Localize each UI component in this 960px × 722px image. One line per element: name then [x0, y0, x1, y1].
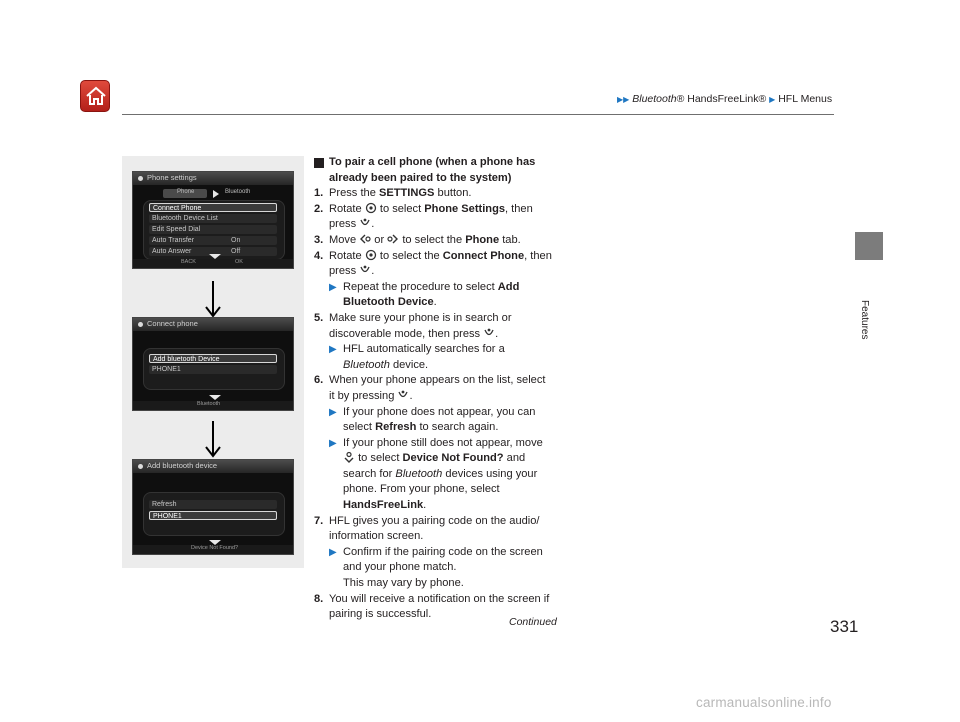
section-heading: To pair a cell phone (when a phone has already been paired to the system): [314, 155, 554, 186]
note-arrow-icon: ▶: [329, 437, 337, 449]
page-number: 331: [830, 617, 859, 636]
menu-item-auto-answer: Auto Answer Off: [149, 247, 277, 256]
instructions: [314, 155, 554, 623]
interface-dial-icon: [365, 202, 377, 214]
step-5: 5. Make sure your phone is in search or discoverable mode, then press .: [314, 311, 512, 340]
add-device-screen: Add bluetooth device Refresh PHONE1 Device Not Found?: [132, 459, 294, 555]
menu-dot-icon: [138, 464, 143, 469]
header-rule: [122, 114, 834, 115]
menu-dot-icon: [138, 176, 143, 181]
step-7: 7. HFL gives you a pairing code on the audio/ information screen.: [314, 514, 540, 543]
scroll-down-icon: [209, 395, 221, 400]
step-4: 4. Rotate to select the Connect Phone, then press .: [314, 249, 552, 278]
step-7-note: ▶ Confirm if the pairing code on the screen and your phone match. This may vary by phone.: [329, 545, 543, 590]
note-arrow-icon: ▶: [329, 281, 337, 293]
note-arrow-icon: ▶: [329, 546, 337, 558]
enter-icon: [359, 217, 371, 229]
interface-dial-icon: [365, 249, 377, 261]
step-4-note: ▶ Repeat the procedure to select Add Bluetooth Device.: [329, 280, 520, 309]
step-1: 1. Press the SETTINGS button.: [314, 187, 472, 200]
menu-item-speed-dial: Edit Speed Dial: [149, 225, 277, 234]
menu-item-device-list: Bluetooth Device List: [149, 214, 277, 223]
enter-icon: [359, 264, 371, 276]
menu-item-phone1: PHONE1: [149, 511, 277, 520]
step-6: 6. When your phone appears on the list, select it by pressing .: [314, 374, 546, 402]
move-left-icon: [359, 233, 371, 245]
menu-item-refresh: Refresh: [149, 500, 277, 509]
section-label: Features: [859, 300, 870, 340]
watermark: carmanualsonline.info: [696, 695, 832, 710]
section-tab-marker: [855, 232, 883, 260]
step-6-note-2: ▶ If your phone still does not appear, move to select Device Not Found? and search for Bluetooth devices using your phone. From your phone, select HandsFreeLink.: [329, 436, 543, 512]
step-6-note-1: ▶ If your phone does not appear, you can select Refresh to search again.: [329, 405, 536, 434]
menu-dot-icon: [138, 322, 143, 327]
note-arrow-icon: ▶: [329, 406, 337, 418]
home-icon: [85, 86, 107, 106]
down-arrow-icon: [203, 279, 223, 319]
down-arrow-icon: [203, 419, 223, 459]
screen-title: Connect phone: [147, 319, 198, 328]
enter-icon: [483, 327, 495, 339]
breadcrumb-arrow-icon: ▶: [769, 95, 776, 104]
breadcrumb-hfl-menus[interactable]: HFL Menus: [778, 93, 833, 105]
breadcrumb-arrow-icon: ▶▶: [617, 95, 630, 104]
phone-bluetooth-tabs: [163, 189, 273, 198]
tab-phone: Phone: [177, 189, 195, 195]
menu-item-connect-phone: Connect Phone: [149, 203, 277, 212]
step-3: 3. Move or to select the Phone tab.: [314, 233, 521, 246]
step-2: 2. Rotate to select Phone Settings, then press .: [314, 202, 533, 231]
menu-item-add-device: Add bluetooth Device: [149, 354, 277, 363]
enter-icon: [397, 389, 409, 401]
screenshot-column: [122, 156, 304, 568]
screen-title: Add bluetooth device: [147, 461, 218, 470]
menu-item-phone1: PHONE1: [149, 365, 277, 374]
move-down-icon: [343, 451, 355, 463]
tab-arrow-icon: [213, 190, 219, 198]
home-button[interactable]: [80, 80, 110, 112]
phone-settings-screen: Phone settings Phone Bluetooth Connect Phone Bluetooth Device List Edit Speed Dial Auto Transfer On Auto Answer Off BACK OK: [132, 171, 294, 269]
note-arrow-icon: ▶: [329, 344, 337, 356]
continued-label: Continued: [509, 616, 557, 628]
breadcrumb-bluetooth[interactable]: Bluetooth: [632, 93, 677, 105]
breadcrumb-hfl[interactable]: ® HandsFreeLink®: [676, 93, 767, 105]
step-8: 8. You will receive a notification on the screen if pairing is successful.: [314, 592, 550, 621]
step-5-note: ▶ HFL automatically searches for a Bluetooth device.: [329, 343, 505, 371]
move-right-icon: [387, 233, 399, 245]
connect-phone-screen: Connect phone Add bluetooth Device PHONE1 Bluetooth: [132, 317, 294, 411]
tab-bluetooth: Bluetooth: [225, 189, 251, 195]
breadcrumb: [617, 93, 832, 105]
menu-item-auto-transfer: Auto Transfer On: [149, 236, 277, 245]
square-bullet-icon: [314, 158, 324, 168]
screen-title: Phone settings: [147, 173, 197, 182]
